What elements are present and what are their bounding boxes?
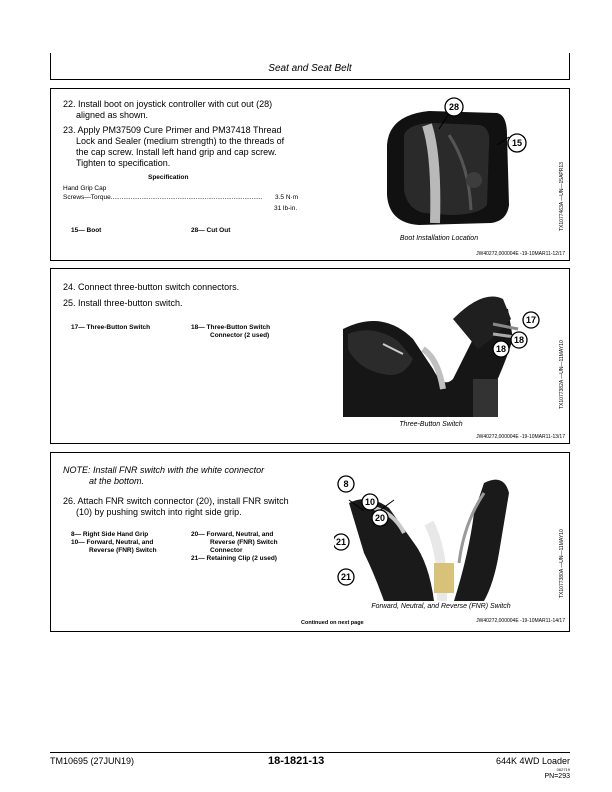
reference-2: JW40272,000004E -19-10MAR11-13/17 [476,434,565,440]
footer-product: 644K 4WD Loader [495,756,570,766]
callout-20: 20 [374,513,385,523]
boot-photo [379,95,549,229]
callout-18-a: 18 [495,344,506,354]
callout-28: 28 [448,102,459,112]
footer-page-number: 18-1821-13 [268,755,325,767]
three-button-switch-photo [343,279,543,417]
step-22-cont: aligned as shown. [76,110,149,120]
footer-manual-id: TM10695 (27JUN19) [50,756,135,766]
spec-label-1: Hand Grip Cap [63,185,107,192]
callout-15: 15 [511,138,522,148]
footer-rule [50,752,570,753]
legend-20-cont-2: Connector [210,547,243,554]
callout-8: 8 [343,479,349,489]
callout-17: 17 [525,315,536,325]
step-23-l2: Lock and Sealer (medium strength) to the threads of [76,136,285,146]
legend-10: 10— Forward, Neutral, and [71,539,154,546]
spec-value-1: 3.5 N·m [275,194,299,201]
image-id-2: TX1077382A —UN—11MAY10 [559,340,565,409]
image-id-1: TX1077463A —UN—15APR13 [559,162,565,231]
spec-value-2: 31 lb-in. [274,205,298,212]
step-24: 24. Connect three-button switch connectors. [63,282,240,292]
figure-caption-3: Forward, Neutral, and Reverse (FNR) Switch [371,603,511,610]
figure-caption-2: Three-Button Switch [399,421,463,428]
footer-pn: PN=293 [544,773,570,780]
step-23-l4: Tighten to specification. [76,158,171,168]
legend-21: 21— Retaining Clip (2 used) [191,555,277,562]
step-26-l1: 26. Attach FNR switch connector (20), install FNR switch [63,496,289,506]
procedure-block-1 [50,88,570,261]
step-23-l3: the cap screw. Install left hand grip and cap screw. [76,147,277,157]
figure-caption-1: Boot Installation Location [399,235,479,242]
legend-17: 17— Three-Button Switch [71,324,151,331]
legend-15: 15— Boot [71,227,102,234]
step-26-l2: (10) by pushing switch into right side grip. [76,507,242,517]
step-22: 22. Install boot on joystick controller with cut out (28) [63,99,273,109]
continued-note: Continued on next page [301,620,364,626]
footer-date-code: 062719 [556,767,570,772]
callout-10: 10 [364,497,375,507]
note-line-2: at the bottom. [89,476,145,486]
reference-3: JW40272,000004E -19-10MAR11-14/17 [476,618,565,624]
step-25: 25. Install three-button switch. [63,298,183,308]
legend-18-cont: Connector (2 used) [210,332,270,339]
spec-title: Specification [148,174,189,181]
reference-1: JW40272,000004E -19-10MAR11-12/17 [476,251,565,257]
legend-10-cont: Reverse (FNR) Switch [89,547,157,554]
step-23-l1: 23. Apply PM37509 Cure Primer and PM37418 Thread [63,125,282,135]
legend-28: 28— Cut Out [191,227,231,234]
fnr-switch-photo [334,463,544,601]
legend-20-cont-1: Reverse (FNR) Switch [210,539,278,546]
callout-18-b: 18 [513,335,524,345]
procedure-block-3 [50,452,570,632]
legend-20: 20— Forward, Neutral, and [191,531,274,538]
callout-21-a: 21 [335,537,346,547]
callout-21-b: 21 [340,572,351,582]
image-id-3: TX1077380A —UN—11MAY10 [559,529,565,598]
section-title: Seat and Seat Belt [268,63,352,74]
note-line-1: NOTE: Install FNR switch with the white connector [63,465,265,475]
procedure-block-2 [50,268,570,444]
page-header [50,53,570,80]
spec-label-2: Screws—Torque.................................................................................... [63,194,263,201]
legend-18: 18— Three-Button Switch [191,324,271,331]
legend-8: 8— Right Side Hand Grip [71,531,149,538]
